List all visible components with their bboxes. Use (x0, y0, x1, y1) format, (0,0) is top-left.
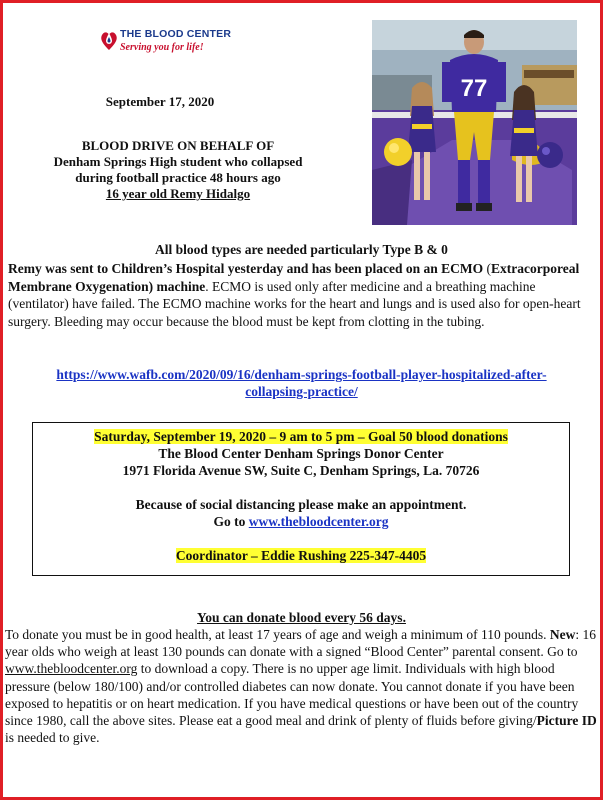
heading-line-4: 16 year old Remy Hidalgo (105, 186, 251, 201)
ecmo-bold-text-2: Extracorporeal Membrane Oxygenation) machine (8, 261, 580, 294)
distancing-note: Because of social distancing please make an appointment. (135, 497, 467, 512)
req-text-1: To donate you must be in good health, at least 17 years of age and weigh a minimum of 110 pounds. (5, 627, 550, 642)
ecmo-bold-text: Remy was sent to Children’s Hospital yesterday and has been placed on an ECMO (8, 261, 484, 276)
blood-center-logo (100, 26, 230, 62)
heading-line-1: BLOOD DRIVE ON BEHALF OF (81, 138, 275, 153)
jersey-number: 77 (460, 75, 488, 102)
heart-drop-icon (100, 28, 118, 52)
news-link-line-1[interactable]: https://www.wafb.com/2020/09/16/denham-springs-football-player-hospitalized-after- (56, 367, 547, 382)
event-location: The Blood Center Denham Springs Donor Center (158, 446, 444, 461)
new-label: New (549, 627, 576, 642)
ecmo-paragraph (8, 260, 596, 330)
picture-id-label: Picture ID (536, 713, 597, 729)
go-to-label: Go to (213, 514, 249, 529)
document-date: September 17, 2020 (105, 94, 215, 109)
coordinator-contact: Coordinator – Eddie Rushing 225-347-4405 (175, 548, 427, 563)
ecmo-detail-text: . ECMO is used only after medicine and a breathing machine (ventilator) have failed. The ECMO machine works for the heart and lungs and is used also for open-heart surgery. Bleeding may occur because the blood must be kept from clotting in the tubing. (8, 278, 581, 329)
blood-types-notice: All blood types are needed particularly Type B & 0 (155, 242, 448, 257)
event-date-time: Saturday, September 19, 2020 – 9 am to 5 pm – Goal 50 blood donations (94, 429, 508, 444)
heading-line-3: during football practice 48 hours ago (75, 170, 281, 185)
donor-requirements-paragraph (5, 626, 600, 746)
heading-line-2: Denham Springs High student who collapsed (53, 154, 303, 169)
news-link-line-2[interactable]: collapsing-practice/ (245, 384, 358, 399)
logo-name: THE BLOOD CENTER (120, 28, 232, 40)
news-article-link[interactable] (0, 366, 603, 400)
drive-heading (10, 138, 346, 202)
consent-website-link[interactable]: www.thebloodcenter.org (5, 661, 138, 677)
appointment-website-link[interactable]: www.thebloodcenter.org (248, 514, 389, 529)
event-address: 1971 Florida Avenue SW, Suite C, Denham Springs, La. 70726 (122, 463, 480, 478)
football-player-photo (372, 20, 577, 225)
req-text-4: is needed to give. (5, 730, 100, 746)
event-details-box (32, 422, 570, 576)
logo-tagline: Serving you for life! (120, 42, 204, 53)
donate-heading: You can donate blood every 56 days. (197, 610, 406, 625)
req-text-2: : 16 year olds who weigh at least 130 pounds can donate with a signed “Blood Center” parental consent. Go to (5, 627, 596, 660)
req-text-3: to download a copy. There is no upper age limit. Individuals with high blood pressure (below 180/100) and/or controlled diabetes can now donate. You cannot donate if you have been exposed to hepatitis or on heart medication. If you have medical questions or have been out of the country since 1980, call the above sites. Please eat a good meal and drink of plenty of fluids before giving/ (5, 661, 579, 729)
ecmo-paren: ( (486, 261, 492, 276)
